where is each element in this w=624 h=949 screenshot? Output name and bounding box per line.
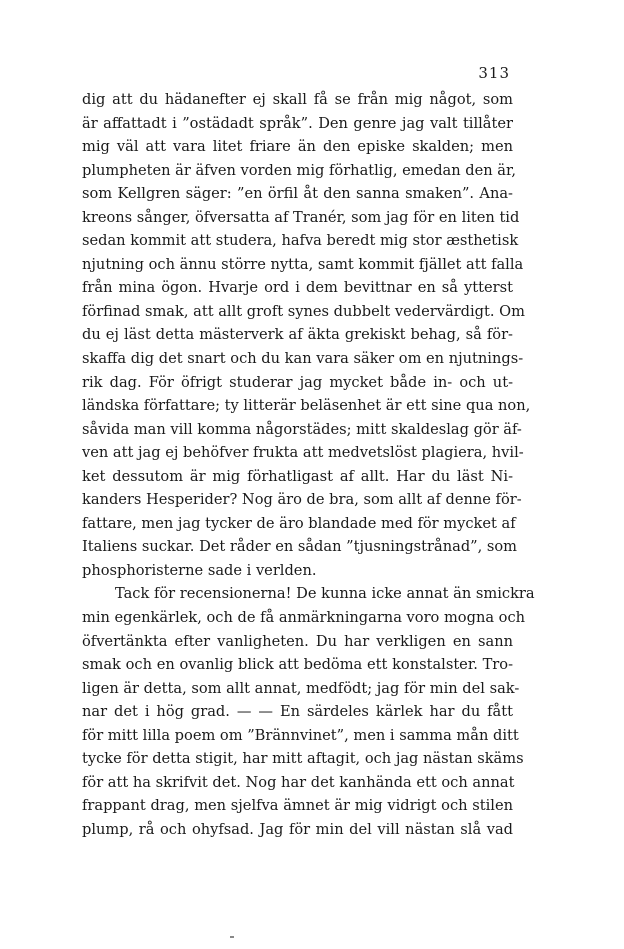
text-line: phosphoristerne sade i verlden. [82, 561, 317, 579]
text-line: smak och en ovanlig blick att bedöma ett konstalster. Tro- [82, 656, 513, 674]
text-line: Italiens suckar. Det råder en sådan ”tjusningstrånad”, som [82, 538, 518, 556]
text-line: plumpheten är äfven vorden mig förhatlig, emedan den är, [82, 161, 517, 179]
text-line: ligen är detta, som allt annat, medfödt; jag för min del sak- [82, 679, 520, 697]
text-line: kanders Hesperider? Nog äro de bra, som allt af denne för- [82, 491, 522, 509]
text-line: för att ha skrifvit det. Nog har det kanhända ett och annat [82, 773, 515, 791]
text-line: tycke för detta stigit, har mitt aftagit, och jag nästan skäms [82, 750, 524, 768]
text-line: fattare, men jag tycker de äro blandade med för mycket af [82, 514, 516, 532]
page-number: 313 [478, 64, 510, 82]
text-line: skaffa dig det snart och du kan vara säker om en njutnings- [82, 350, 524, 368]
paragraph-1 [82, 88, 531, 582]
text-line: förfinad smak, att allt groft synes dubbelt vedervärdigt. Om [82, 302, 525, 320]
text-line: ven att jag ej behöfver frukta att medvetslöst plagiera, hvil- [82, 444, 524, 462]
text-line: Tack för recensionerna! De kunna icke annat än smickra [115, 585, 535, 603]
text-line: för mitt lilla poem om ”Brännvinet”, men i samma mån ditt [82, 726, 519, 744]
text-line: såvida man vill komma någorstädes; mitt skaldeslag gör äf- [82, 420, 522, 438]
text-line: plump, rå och ohyfsad. Jag för min del vill nästan slå vad [82, 820, 513, 838]
text-line: öfvertänkta efter vanligheten. Du har verkligen en sann [82, 632, 513, 650]
print-mark [230, 936, 234, 938]
body-text [82, 88, 535, 842]
text-line: ländska författare; ty litterär beläsenhet är ett sine qua non, [82, 397, 531, 415]
text-line: rik dag. För öfrigt studerar jag mycket både in- och ut- [82, 373, 513, 391]
text-line: ket dessutom är mig förhatligast af allt. Har du läst Ni- [82, 467, 513, 485]
text-line: nar det i hög grad. — — En särdeles kärlek har du fått [82, 703, 513, 721]
text-line: kreons sånger, öfversatta af Tranér, som jag för en liten tid [82, 208, 520, 226]
text-line: frappant drag, men sjelfva ämnet är mig vidrigt och stilen [82, 797, 513, 815]
text-line: min egenkärlek, och de få anmärkningarna voro mogna och [82, 609, 526, 627]
text-line: dig att du hädanefter ej skall få se från mig något, som [82, 91, 513, 108]
text-line: du ej läst detta mästerverk af äkta grekiskt behag, så för- [82, 326, 513, 344]
text-line: är affattadt i ”ostädadt språk”. Den genre jag valt tillåter [82, 114, 513, 132]
text-line: njutning och ännu större nytta, samt kommit fjället att falla [82, 255, 524, 273]
text-line: mig väl att vara litet friare än den episke skalden; men [82, 138, 513, 156]
text-line: som Kellgren säger: ”en örfil åt den sanna smaken”. Ana- [82, 185, 513, 203]
paragraph-2 [82, 582, 535, 841]
text-line: sedan kommit att studera, hafva beredt mig stor æsthetisk [82, 232, 519, 250]
text-line: från mina ögon. Hvarje ord i dem bevittnar en så ytterst [82, 279, 513, 297]
